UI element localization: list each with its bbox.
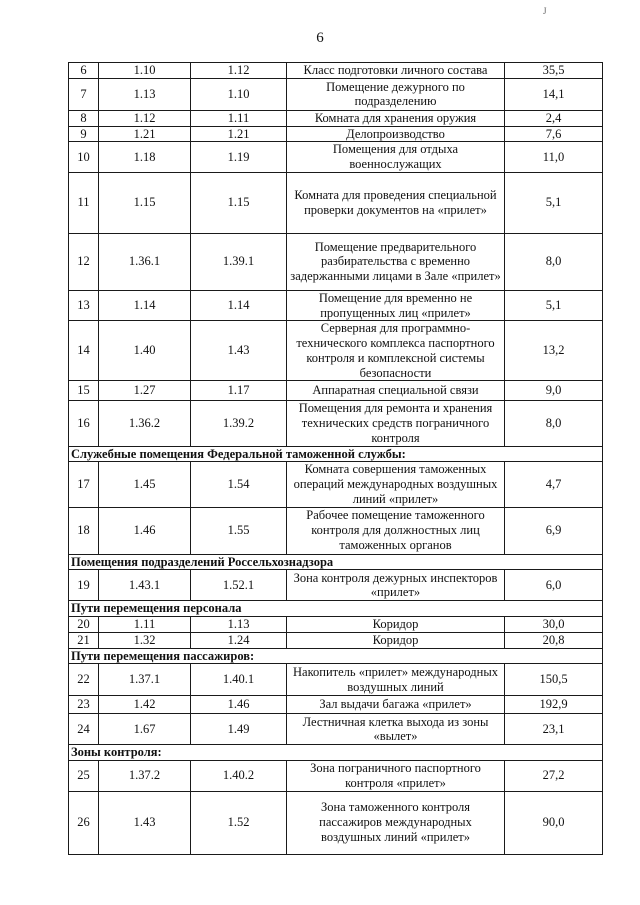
page-number: 6 [316, 30, 324, 46]
cell-room-name: Зона пограничного паспортного контроля «прилет» [287, 761, 505, 792]
table-row [69, 172, 603, 233]
cell-number: 20 [69, 617, 99, 633]
cell-code-a: 1.14 [99, 290, 191, 321]
cell-code-a: 1.67 [99, 714, 191, 745]
cell-code-a: 1.13 [99, 78, 191, 110]
section-title: Пути перемещения пассажиров: [69, 648, 603, 664]
cell-number: 13 [69, 290, 99, 321]
cell-number: 15 [69, 381, 99, 401]
cell-code-a: 1.15 [99, 172, 191, 233]
section-title: Пути перемещения персонала [69, 601, 603, 617]
cell-number: 24 [69, 714, 99, 745]
cell-code-a: 1.18 [99, 142, 191, 173]
cell-room-name: Серверная для программно-технического комплекса паспортного контроля и комплексной системы безопасности [287, 321, 505, 381]
cell-number: 14 [69, 321, 99, 381]
cell-code-b: 1.39.1 [191, 233, 287, 290]
cell-room-name: Рабочее помещение таможенного контроля для должностных лиц таможенных органов [287, 507, 505, 554]
cell-number: 10 [69, 142, 99, 173]
cell-code-a: 1.43 [99, 791, 191, 854]
cell-code-b: 1.46 [191, 696, 287, 714]
cell-room-name: Комната совершения таможенных операций международных воздушных линий «прилет» [287, 462, 505, 507]
cell-area: 11,0 [505, 142, 603, 173]
cell-area: 30,0 [505, 617, 603, 633]
cell-room-name: Коридор [287, 617, 505, 633]
table-row [69, 632, 603, 648]
cell-code-b: 1.39.2 [191, 401, 287, 446]
cell-code-a: 1.43.1 [99, 570, 191, 601]
cell-number: 12 [69, 233, 99, 290]
cell-room-name: Лестничная клетка выхода из зоны «вылет» [287, 714, 505, 745]
cell-area: 13,2 [505, 321, 603, 381]
cell-room-name: Зона контроля дежурных инспекторов «прилет» [287, 570, 505, 601]
cell-area: 150,5 [505, 664, 603, 696]
cell-code-b: 1.54 [191, 462, 287, 507]
cell-number: 17 [69, 462, 99, 507]
cell-code-b: 1.19 [191, 142, 287, 173]
table-row [69, 142, 603, 173]
table-row [69, 617, 603, 633]
cell-code-a: 1.36.1 [99, 233, 191, 290]
table-row [69, 78, 603, 110]
cell-code-a: 1.11 [99, 617, 191, 633]
cell-code-a: 1.37.2 [99, 761, 191, 792]
cell-area: 7,6 [505, 126, 603, 142]
table-row [69, 714, 603, 745]
corner-mark: J [543, 6, 547, 16]
cell-code-a: 1.42 [99, 696, 191, 714]
table-row [69, 761, 603, 792]
cell-number: 21 [69, 632, 99, 648]
cell-number: 16 [69, 401, 99, 446]
cell-room-name: Помещение предварительного разбирательства с временно задержанными лицами в Зале «прилет» [287, 233, 505, 290]
table-row [69, 507, 603, 554]
table-row [69, 664, 603, 696]
cell-room-name: Коридор [287, 632, 505, 648]
table-row [69, 696, 603, 714]
cell-code-b: 1.13 [191, 617, 287, 633]
cell-code-b: 1.40.2 [191, 761, 287, 792]
cell-area: 90,0 [505, 791, 603, 854]
cell-code-a: 1.45 [99, 462, 191, 507]
cell-code-a: 1.32 [99, 632, 191, 648]
cell-number: 9 [69, 126, 99, 142]
table-row [69, 110, 603, 126]
rooms-table-body [69, 63, 603, 855]
cell-code-b: 1.11 [191, 110, 287, 126]
cell-number: 22 [69, 664, 99, 696]
section-title: Помещения подразделений Россельхознадзора [69, 554, 603, 570]
table-row [69, 321, 603, 381]
section-title: Служебные помещения Федеральной таможенной службы: [69, 446, 603, 462]
cell-number: 11 [69, 172, 99, 233]
cell-room-name: Делопроизводство [287, 126, 505, 142]
section-title: Зоны контроля: [69, 745, 603, 761]
cell-code-b: 1.52.1 [191, 570, 287, 601]
cell-area: 5,1 [505, 290, 603, 321]
cell-area: 27,2 [505, 761, 603, 792]
cell-code-a: 1.21 [99, 126, 191, 142]
table-row [69, 462, 603, 507]
cell-area: 6,0 [505, 570, 603, 601]
cell-room-name: Класс подготовки личного состава [287, 63, 505, 79]
cell-code-b: 1.55 [191, 507, 287, 554]
cell-area: 6,9 [505, 507, 603, 554]
table-row [69, 791, 603, 854]
table-row [69, 63, 603, 79]
cell-number: 26 [69, 791, 99, 854]
section-row [69, 745, 603, 761]
table-row [69, 401, 603, 446]
cell-room-name: Комната для проведения специальной проверки документов на «прилет» [287, 172, 505, 233]
cell-code-b: 1.21 [191, 126, 287, 142]
table-row [69, 233, 603, 290]
cell-area: 4,7 [505, 462, 603, 507]
cell-code-b: 1.14 [191, 290, 287, 321]
cell-number: 25 [69, 761, 99, 792]
cell-code-b: 1.12 [191, 63, 287, 79]
cell-code-b: 1.40.1 [191, 664, 287, 696]
cell-code-a: 1.46 [99, 507, 191, 554]
cell-code-a: 1.27 [99, 381, 191, 401]
cell-area: 8,0 [505, 233, 603, 290]
cell-code-a: 1.10 [99, 63, 191, 79]
cell-area: 5,1 [505, 172, 603, 233]
cell-code-a: 1.37.1 [99, 664, 191, 696]
cell-code-b: 1.52 [191, 791, 287, 854]
cell-room-name: Помещения для ремонта и хранения технических средств пограничного контроля [287, 401, 505, 446]
cell-number: 6 [69, 63, 99, 79]
cell-room-name: Помещение дежурного по подразделению [287, 78, 505, 110]
cell-number: 23 [69, 696, 99, 714]
section-row [69, 446, 603, 462]
cell-room-name: Зал выдачи багажа «прилет» [287, 696, 505, 714]
cell-room-name: Комната для хранения оружия [287, 110, 505, 126]
cell-room-name: Накопитель «прилет» международных воздушных линий [287, 664, 505, 696]
cell-code-a: 1.36.2 [99, 401, 191, 446]
cell-area: 14,1 [505, 78, 603, 110]
cell-area: 20,8 [505, 632, 603, 648]
cell-code-a: 1.12 [99, 110, 191, 126]
cell-room-name: Зона таможенного контроля пассажиров международных воздушных линий «прилет» [287, 791, 505, 854]
section-row [69, 601, 603, 617]
cell-number: 7 [69, 78, 99, 110]
cell-area: 2,4 [505, 110, 603, 126]
cell-area: 9,0 [505, 381, 603, 401]
cell-number: 19 [69, 570, 99, 601]
cell-number: 18 [69, 507, 99, 554]
cell-room-name: Аппаратная специальной связи [287, 381, 505, 401]
cell-code-b: 1.15 [191, 172, 287, 233]
cell-code-b: 1.10 [191, 78, 287, 110]
rooms-table [68, 62, 603, 855]
cell-area: 8,0 [505, 401, 603, 446]
cell-room-name: Помещения для отдыха военнослужащих [287, 142, 505, 173]
cell-code-a: 1.40 [99, 321, 191, 381]
table-row [69, 126, 603, 142]
table-row [69, 570, 603, 601]
cell-area: 35,5 [505, 63, 603, 79]
cell-area: 192,9 [505, 696, 603, 714]
cell-code-b: 1.24 [191, 632, 287, 648]
cell-code-b: 1.43 [191, 321, 287, 381]
table-row [69, 381, 603, 401]
section-row [69, 648, 603, 664]
cell-room-name: Помещение для временно не пропущенных лиц «прилет» [287, 290, 505, 321]
cell-area: 23,1 [505, 714, 603, 745]
cell-code-b: 1.49 [191, 714, 287, 745]
table-row [69, 290, 603, 321]
cell-number: 8 [69, 110, 99, 126]
section-row [69, 554, 603, 570]
cell-code-b: 1.17 [191, 381, 287, 401]
